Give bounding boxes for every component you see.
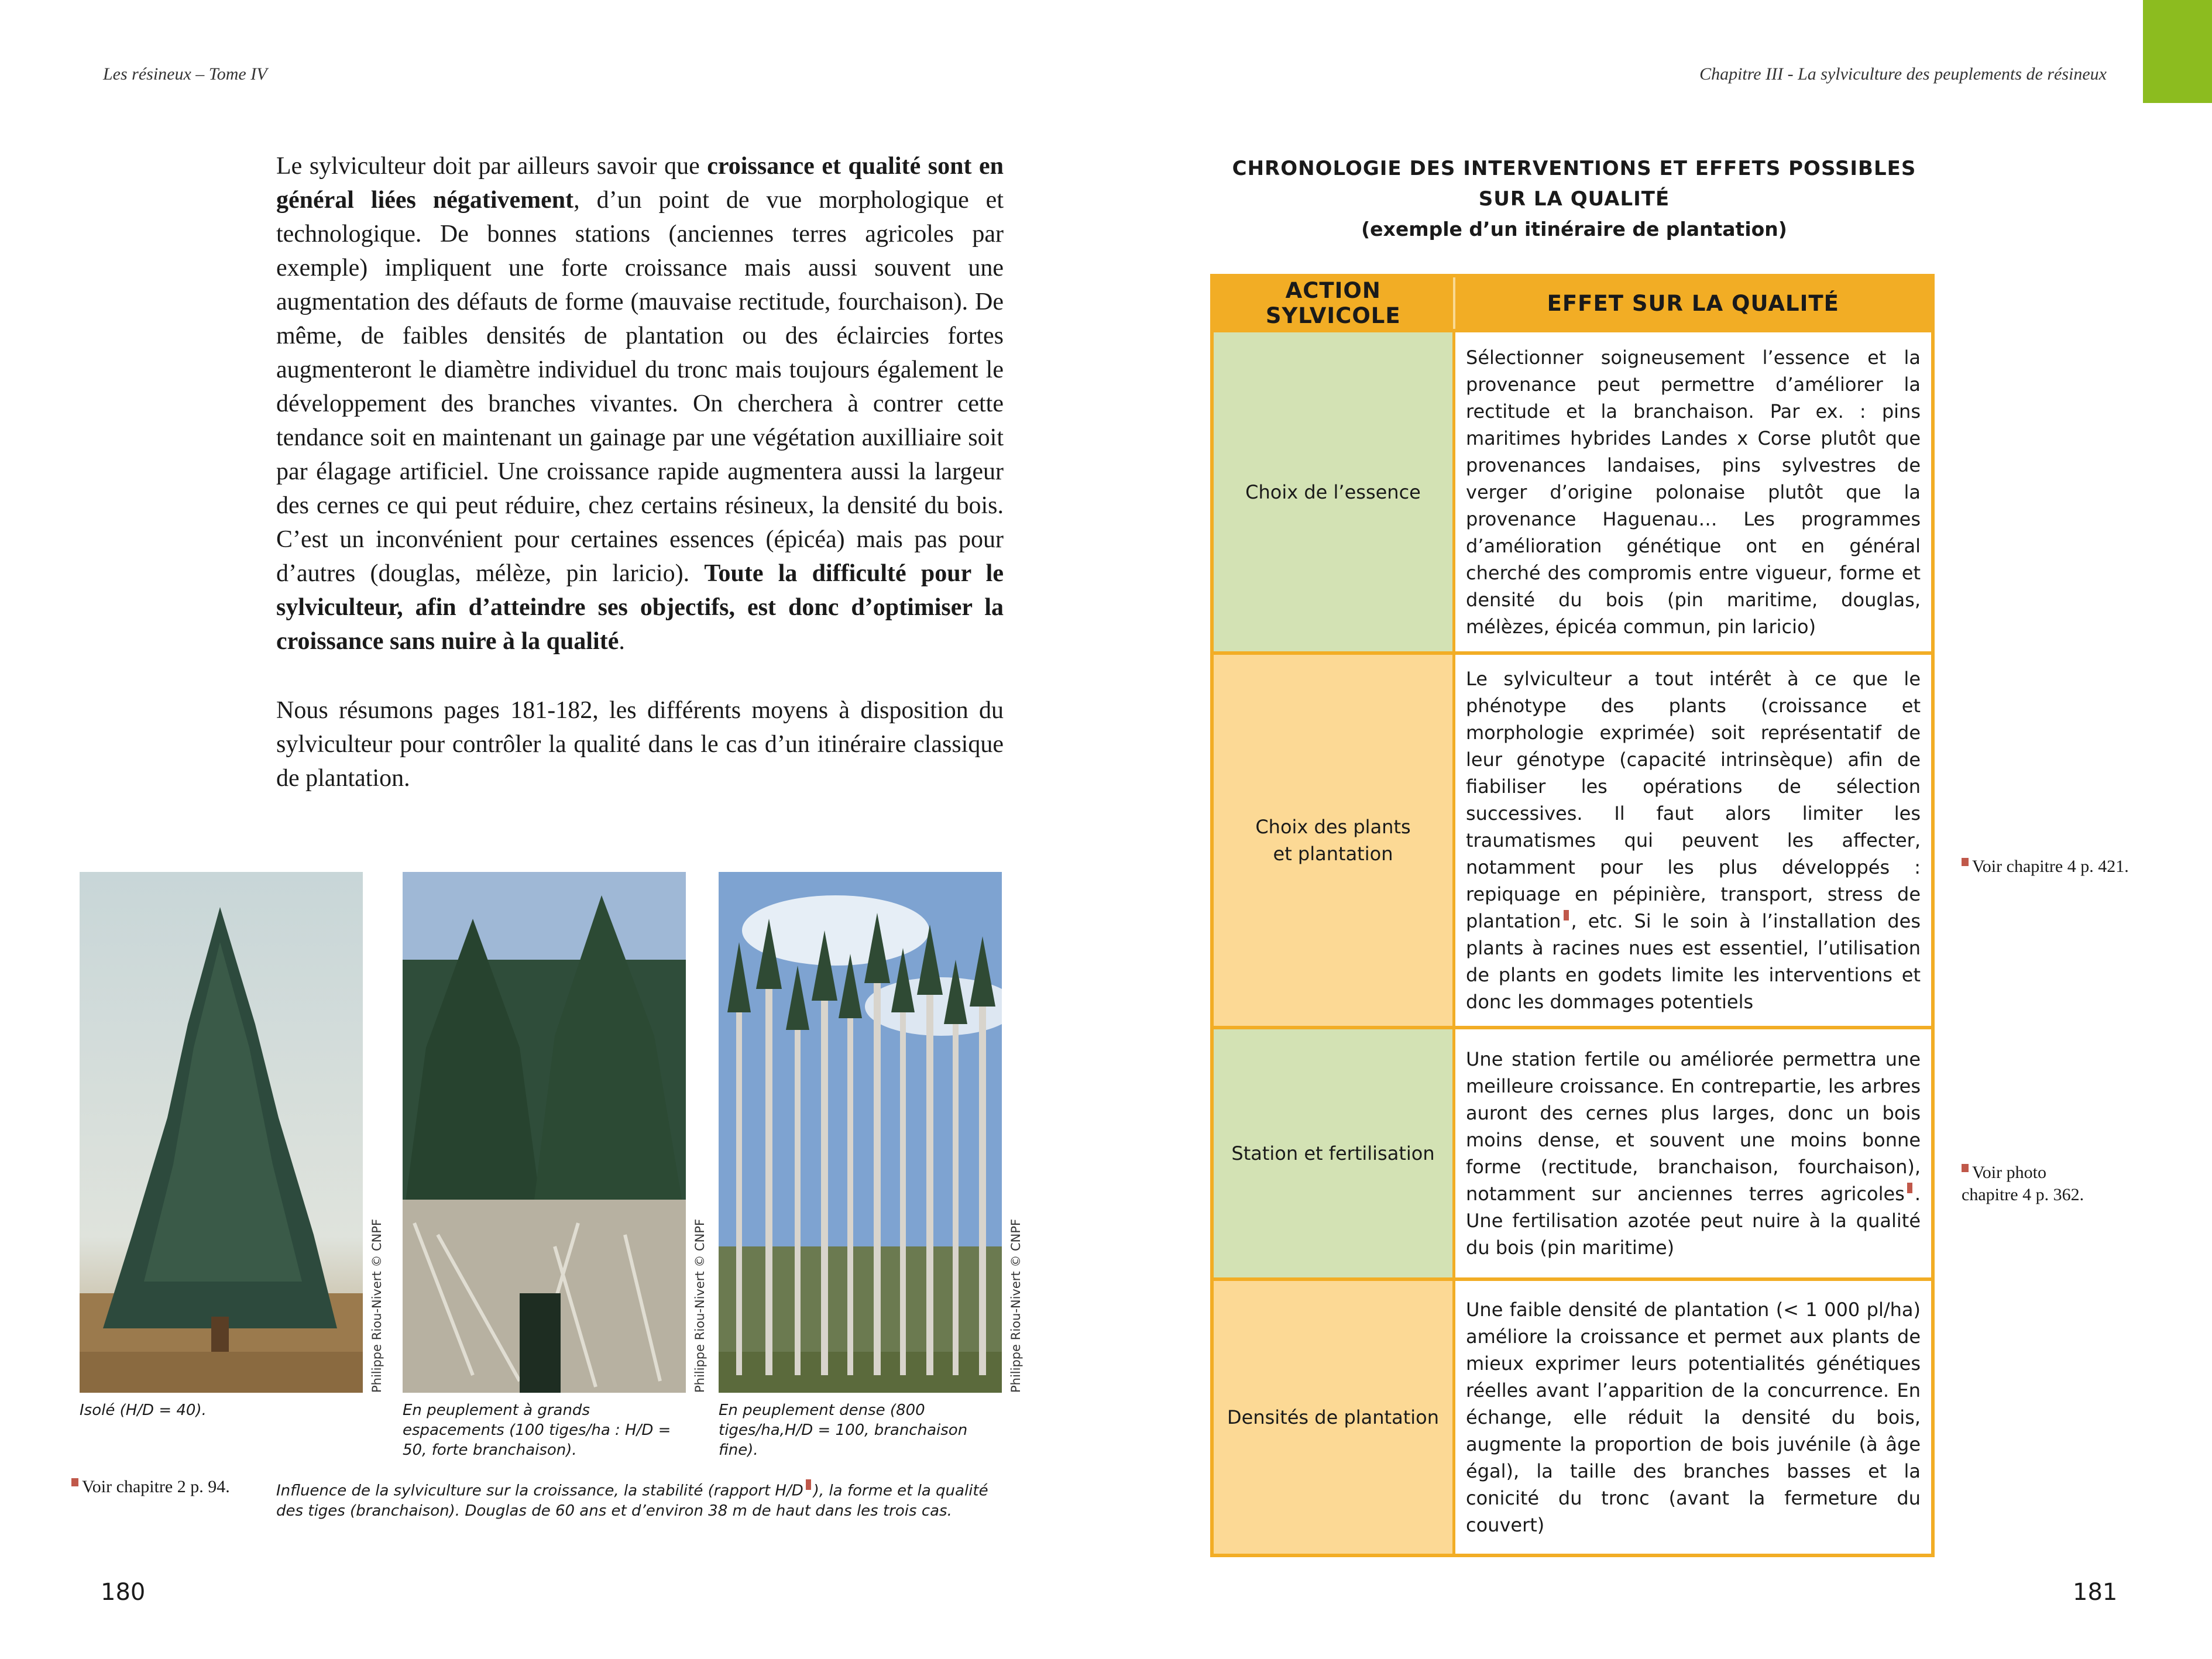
side-note-right-1: [1962, 856, 2129, 878]
interventions-table: [1210, 274, 1935, 1557]
figure-caption: [276, 1479, 1002, 1521]
side-note-right-2-line-1: Voir photo: [1972, 1163, 2046, 1182]
photo-caption-2: En peuplement à grands espacements (100 tiges/ha : H/D = 50, forte branchaison).: [403, 1402, 671, 1459]
action-line-2: et plantation: [1273, 843, 1393, 865]
photo-caption-3: En peuplement dense (800 tiges/ha,H/D = 100, branchaison fine).: [719, 1402, 968, 1459]
chapter-tab: [2143, 0, 2212, 103]
effect-text-b: . Une fertilisation azotée peut nuire à la qualité du bois (pin maritime): [1466, 1183, 1921, 1259]
side-note-right-2-line-2: chapitre 4 p. 362.: [1962, 1185, 2084, 1204]
table-row: [1212, 653, 1933, 1028]
p1-text-c: .: [619, 628, 625, 655]
action-cell: Station et fertilisation: [1212, 1028, 1454, 1279]
reference-marker-icon: [1962, 858, 1969, 866]
table-row: [1212, 1028, 1933, 1279]
effect-cell: [1454, 653, 1933, 1028]
paragraph-2: Nous résumons pages 181-182, les différents moyens à disposition du sylviculteur pour contrôler la qualité dans le cas d’un itinéraire classique de plantation.: [276, 697, 1004, 792]
reference-marker-icon: [71, 1478, 78, 1486]
table-row: [1212, 1279, 1933, 1555]
p1-bold-b: Toute la difficulté pour le sylviculteur, afin d’atteindre ses objectifs, est donc d’optimiser la croissance sans nuire à la qualité: [276, 560, 1004, 655]
effect-cell: Une faible densité de plantation (< 1 000 pl/ha) améliore la croissance et permet aux plants de mieux exprimer leurs potentialités génétiques réelles avant l’apparition de la concurrence. En échange, elle réduit la densité du bois, augmente la proportion de bois juvénile (à âge égal), la taille des branches basses et la conicité du tronc (avant la fermeture du couvert): [1454, 1279, 1933, 1555]
action-cell: [1212, 653, 1454, 1028]
figure-caption-a: Influence de la sylviculture sur la croissance, la stabilité (rapport H/D: [276, 1482, 803, 1500]
effect-text-a: Le sylviculteur a tout intérêt à ce que le phénotype des plants (croissance et morphologie exprimée) soit représentatif de leur génotype (capacité intrinsèque) afin de fiabiliser les opérations de sélection successives. Il faut alors limiter les traumatismes qui peuvent les affecter, notamment pour les plus développés : repiquage en pépinière, transport, stress de plantation: [1466, 668, 1921, 932]
page-number-left: 180: [101, 1579, 146, 1606]
photo-dense-stand: [719, 872, 1002, 1393]
body-text: [276, 149, 1004, 830]
photo-credit-2: Philippe Riou-Nivert © CNPF: [693, 1218, 707, 1393]
side-note-left: [71, 1476, 230, 1498]
p1-text-b: , d’un point de vue morphologique et technologique. De bonnes stations (anciennes terres agricoles par exemple) impliquent une forte croissance mais aussi souvent une augmentation des défauts de forme (mauvaise rectitude, fourchaison). De même, de faibles densités de plantation ou des éclaircies fortes augmenteront le diamètre individuel du tronc mais toujours également le développement des branches vivantes. On cherchera à contrer cette tendance soit en maintenant un gainage par une végétation auxilliaire soit par élagage artificiel. Une croissance rapide augmentera aussi la largeur des cernes ce qui peut réduire, chez certains résineux, la densité du bois. C’est un inconvénient pour certaines essences (épicéa) mais pas pour d’autres (douglas, mélèze, pin laricio).: [276, 187, 1004, 587]
table-title-line-1: CHRONOLOGIE DES INTERVENTIONS ET EFFETS POSSIBLES: [1232, 157, 1916, 180]
table-row: [1212, 331, 1933, 653]
header-action: ACTION SYLVICOLE: [1212, 276, 1454, 331]
table-title-line-2: SUR LA QUALITÉ: [1478, 187, 1670, 211]
reference-marker-icon: [1564, 910, 1569, 920]
action-cell: Choix de l’essence: [1212, 331, 1454, 653]
paragraph-1: [276, 149, 1004, 658]
photo-caption-1: Isolé (H/D = 40).: [80, 1402, 207, 1419]
page-number-right: 181: [2073, 1579, 2118, 1606]
reference-marker-icon: [1962, 1164, 1969, 1172]
photo-spaced-stand: [403, 872, 686, 1393]
side-note-right-1-text: Voir chapitre 4 p. 421.: [1972, 857, 2129, 876]
dense-stand-illustration: [719, 872, 1002, 1393]
isolated-tree-illustration: [80, 872, 363, 1393]
photo-credit-3: Philippe Riou-Nivert © CNPF: [1009, 1218, 1023, 1393]
effect-cell: Sélectionner soigneusement l’essence et la provenance peut permettre d’améliorer la rectitude et la branchaison. Par ex. : pins maritimes hybrides Landes x Corse plutôt que provenances landaises, pins sylvestres de verger d’origine polonaise plutôt que la provenance Haguenau… Les programmes d’amélioration génétique ont en général cherché des compromis entre vigueur, forme et densité du bois (pin maritime, douglas, mélèzes, épicéa commun, pin laricio): [1454, 331, 1933, 653]
running-header-right: Chapitre III - La sylviculture des peuplements de résineux: [1699, 64, 2107, 84]
p1-bold-a: croissance et qualité sont en général liées négativement: [276, 153, 1004, 214]
header-effect: EFFET SUR LA QUALITÉ: [1454, 276, 1933, 331]
reference-marker-icon: [806, 1479, 811, 1490]
action-line-1: Choix des plants: [1255, 816, 1411, 838]
side-note-left-text: Voir chapitre 2 p. 94.: [82, 1477, 230, 1496]
spaced-stand-illustration: [403, 872, 686, 1393]
table-title: [1211, 153, 1937, 245]
table-header-row: [1212, 276, 1933, 331]
figure-caption-b: ), la forme et la qualité des tiges (branchaison). Douglas de 60 ans et d’environ 38 m de haut dans les trois cas.: [276, 1482, 988, 1520]
effect-cell: [1454, 1028, 1933, 1279]
action-cell: Densités de plantation: [1212, 1279, 1454, 1555]
p1-text-a: Le sylviculteur doit par ailleurs savoir que: [276, 153, 707, 180]
effect-text-a: Une station fertile ou améliorée permettra une meilleure croissance. En contrepartie, les arbres auront des cernes plus larges, donc un bois moins dense, et souvent une moins bonne forme (rectitude, branchaison, fourchaison), notamment sur anciennes terres agricoles: [1466, 1048, 1921, 1205]
photo-isolated-tree: [80, 872, 363, 1393]
running-header-left: Les résineux – Tome IV: [103, 64, 267, 84]
side-note-right-2: [1962, 1162, 2084, 1206]
reference-marker-icon: [1907, 1183, 1912, 1193]
photo-credit-1: Philippe Riou-Nivert © CNPF: [370, 1218, 384, 1393]
table-subtitle: (exemple d’un itinéraire de plantation): [1361, 218, 1787, 241]
effect-text-b: , etc. Si le soin à l’installation des plants à racines nues est essentiel, l’utilisation de plants en godets limite les interventions et donc les dommages potentiels: [1466, 910, 1921, 1013]
